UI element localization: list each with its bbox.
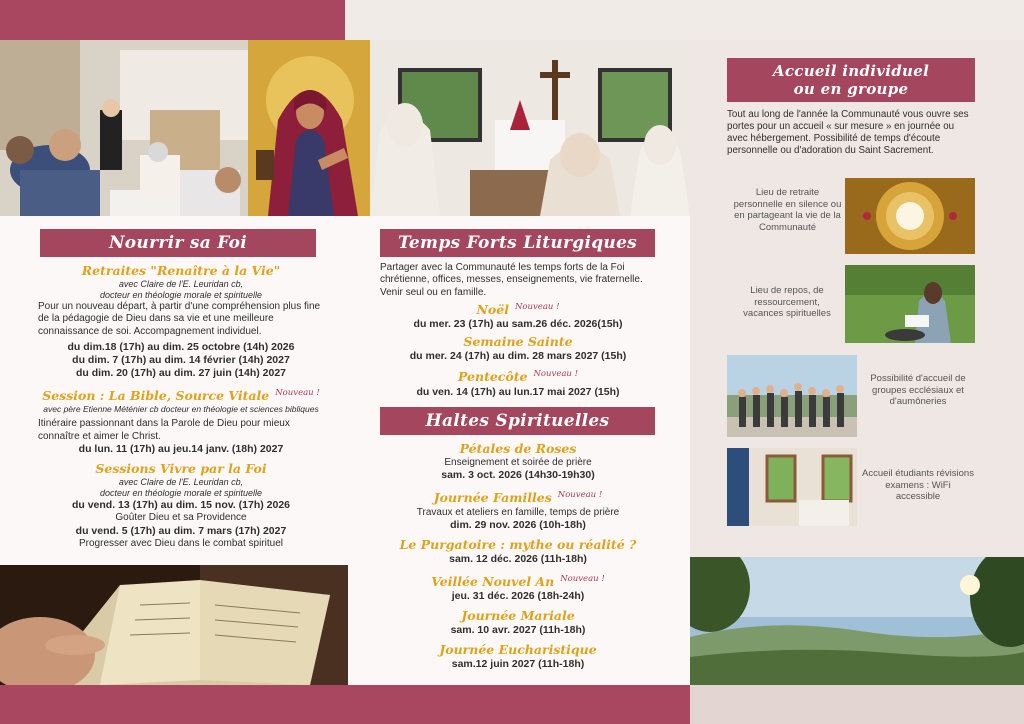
vivre-with-line2: docteur en théologie morale et spirituelle [99,488,263,499]
heading-accueil [727,58,975,102]
session-description: Itinéraire passionnant dans la Parole de Dieu pour mieux connaître et aimer le Christ. [38,418,290,442]
bottom-right-band [690,685,1024,724]
familles-date: dim. 29 nov. 2026 (10h-18h) [450,518,586,531]
title-semaine-sainte: Semaine Sainte [463,334,573,350]
retraites-description: Pour un nouveau départ, à partir d'une compréhension plus fine de la pédagogie de Dieu dans sa vie et une meilleure connaissance de soi. Accompagnement individuel. [38,301,321,337]
title-petales: Pétales de Roses [459,441,577,456]
title-retraites: Retraites "Renaître à la Vie" [81,263,281,278]
heading-temps-forts: Temps Forts Liturgiques [380,229,655,257]
feature-retraite-personnelle: Lieu de retraite personnelle en silence ou en partageant la vie de la Communauté [733,187,842,233]
veillee-title-text: Veillée Nouvel An [431,574,555,590]
eucharistique-date: sam.12 juin 2027 (11h-18h) [451,658,585,671]
photo-conference [0,40,248,216]
retraites-with-line1: avec Claire de l'E. Leuridan cb, [118,279,244,289]
pentecote-date: du ven. 14 (17h) au lun.17 mai 2027 (15h) [416,385,620,398]
mariale-date: sam. 10 avr. 2027 (11h-18h) [450,624,586,637]
familles-description: Travaux et ateliers en famille, temps de prière [416,506,620,518]
heading-accueil-line2: ou en groupe [793,80,909,98]
heading-haltes-spirituelles: Haltes Spirituelles [380,407,655,435]
vivre-subtitle-1: Goûter Dieu et sa Providence [115,512,247,524]
new-badge: Nouveau ! [514,302,560,313]
title-session [38,385,324,404]
pentecote-title-text: Pentecôte [457,369,528,385]
feature-repos: Lieu de repos, de ressourcement, vacances spirituelles [743,285,831,319]
retraites-with-line2: docteur en théologie morale et spirituelle [99,290,263,300]
top-color-band [0,0,345,40]
veillee-date: jeu. 31 déc. 2026 (18h-24h) [451,590,585,603]
session-date: du lun. 11 (17h) au jeu.14 janv. (18h) 2027 [78,443,284,456]
petales-date: sam. 3 oct. 2026 (14h30-19h30) [441,469,595,482]
retraites-date-1: du dim.18 (17h) au dim. 25 octobre (14h) 2026 [67,341,295,354]
noel-title-text: Noël [476,302,509,318]
title-purgatoire: Le Purgatoire : mythe ou réalité ? [399,536,637,552]
title-journee-eucharistique: Journée Eucharistique [439,642,597,658]
retraites-date-2: du dim. 7 (17h) au dim. 14 février (14h) 2027 [72,354,290,367]
session-title-text: Session : La Bible, Source Vitale [42,388,270,404]
temps-forts-intro: Partager avec la Communauté les temps forts de la Foi chrétienne, offices, messes, enseignements, vie fraternelle. Venir seul ou en famille. [380,262,643,298]
heading-accueil-line1: Accueil individuel [772,62,930,80]
top-light-band [345,0,690,40]
photo-chapel [370,40,690,216]
bottom-color-band [0,685,690,724]
vivre-date-1: du vend. 13 (17h) au dim. 15 nov. (17h) 2026 [71,499,291,512]
title-pentecote [380,366,656,385]
photo-landscape [690,557,1024,685]
photo-reading-outdoors [845,265,975,343]
title-journee-familles [380,487,656,506]
photo-icon-virgin-mary [248,40,370,216]
petales-description: Enseignement et soirée de prière [444,457,592,468]
retraites-date-3: du dim. 20 (17h) au dim. 27 juin (14h) 2027 [75,367,287,380]
feature-groupes: Possibilité d'accueil de groupes ecclésiaux et d'aumôneries [870,373,966,407]
photo-room [727,448,857,526]
photo-monstrance [845,178,975,254]
accueil-intro: Tout au long de l'année la Communauté vous ouvre ses portes pour un accueil « sur mesure » en journée ou avec hébergement. Possibilité de temps d'écoute personnelle ou d'adoration du Saint Sacrement. [727,109,969,156]
semaine-sainte-date: du mer. 24 (17h) au dim. 28 mars 2027 (15h) [409,350,627,363]
feature-etudiants: Accueil étudiants révisions examens : WiFi accessible [862,468,974,502]
column-nourrir [38,263,324,550]
vivre-subtitle-2: Progresser avec Dieu dans le combat spirituel [79,537,283,549]
heading-nourrir-sa-foi: Nourrir sa Foi [40,229,316,257]
title-journee-mariale: Journée Mariale [461,608,575,624]
photo-group [727,355,857,437]
familles-title-text: Journée Familles [433,490,552,506]
new-badge: Nouveau ! [557,490,603,501]
column-temps-forts [380,262,656,399]
photo-bible [0,565,348,685]
top-right-band [690,0,1024,40]
title-veillee [380,571,656,590]
column-haltes [380,441,656,671]
title-noel [380,299,656,318]
noel-date: du mer. 23 (17h) au sam.26 déc. 2026(15h) [413,318,623,331]
title-vivre-par-la-foi: Sessions Vivre par la Foi [95,461,267,477]
vivre-date-2: du vend. 5 (17h) au dim. 7 mars (17h) 2027 [75,524,287,537]
new-badge: Nouveau ! [275,388,320,399]
purgatoire-date: sam. 12 déc. 2026 (11h-18h) [449,552,587,565]
vivre-with-line1: avec Claire de l'E. Leuridan cb, [118,477,244,488]
new-badge: Nouveau ! [533,369,579,380]
session-with-line: avec père Etienne Méténier cb docteur en théologie et sciences bibliques [43,404,319,415]
new-badge: Nouveau ! [560,573,605,584]
